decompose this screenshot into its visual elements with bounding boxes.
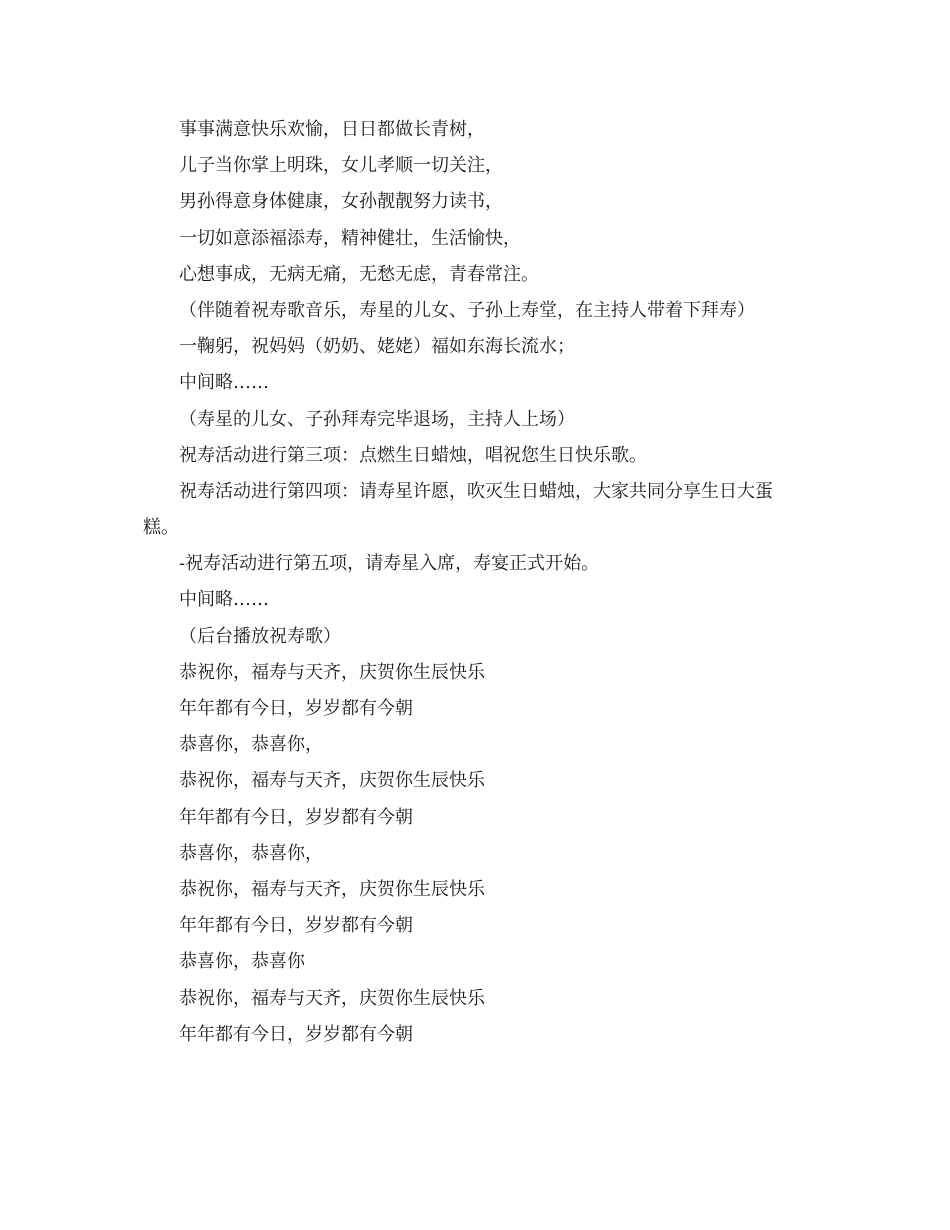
text-line: 祝寿活动进行第四项：请寿星许愿，吹灭生日蜡烛，大家共同分享生日大蛋糕。	[143, 480, 773, 539]
stage-direction: （伴随着祝寿歌音乐，寿星的儿女、子孙上寿堂，在主持人带着下拜寿）	[179, 299, 755, 321]
text-line: 一鞠躬，祝妈妈（奶奶、姥姥）福如东海长流水；	[179, 336, 575, 358]
song-line: 恭祝你，福寿与天齐，庆贺你生辰快乐	[179, 770, 485, 792]
song-line: 年年都有今日，岁岁都有今朝	[179, 1023, 413, 1045]
stage-direction: （后台播放祝寿歌）	[179, 625, 341, 647]
song-line: 年年都有今日，岁岁都有今朝	[179, 806, 413, 828]
song-line: 恭祝你，福寿与天齐，庆贺你生辰快乐	[179, 661, 485, 683]
song-line: 恭祝你，福寿与天齐，庆贺你生辰快乐	[179, 987, 485, 1009]
text-line: 儿子当你掌上明珠，女儿孝顺一切关注，	[179, 155, 503, 177]
song-line: 年年都有今日，岁岁都有今朝	[179, 698, 413, 720]
song-line: 恭祝你，福寿与天齐，庆贺你生辰快乐	[179, 878, 485, 900]
text-line: 中间略……	[179, 589, 269, 611]
text-line: 祝寿活动进行第三项：点燃生日蜡烛，唱祝您生日快乐歌。	[179, 444, 647, 466]
text-line: 一切如意添福添寿，精神健壮，生活愉快，	[179, 227, 521, 249]
song-line: 恭喜你，恭喜你，	[179, 734, 323, 756]
song-line: 恭喜你，恭喜你	[179, 951, 305, 973]
song-line: 恭喜你，恭喜你，	[179, 842, 323, 864]
text-line: 心想事成，无病无痛，无愁无虑，青春常注。	[179, 263, 539, 285]
document-body	[143, 112, 803, 1053]
text-line: 中间略……	[179, 372, 269, 394]
song-line: 年年都有今日，岁岁都有今朝	[179, 915, 413, 937]
text-line: 事事满意快乐欢愉，日日都做长青树，	[179, 119, 485, 140]
stage-direction: （寿星的儿女、子孙拜寿完毕退场，主持人上场）	[179, 408, 575, 430]
text-line: -祝寿活动进行第五项，请寿星入席，寿宴正式开始。	[179, 553, 600, 575]
text-line: 男孙得意身体健康，女孙靓靓努力读书，	[179, 191, 503, 213]
